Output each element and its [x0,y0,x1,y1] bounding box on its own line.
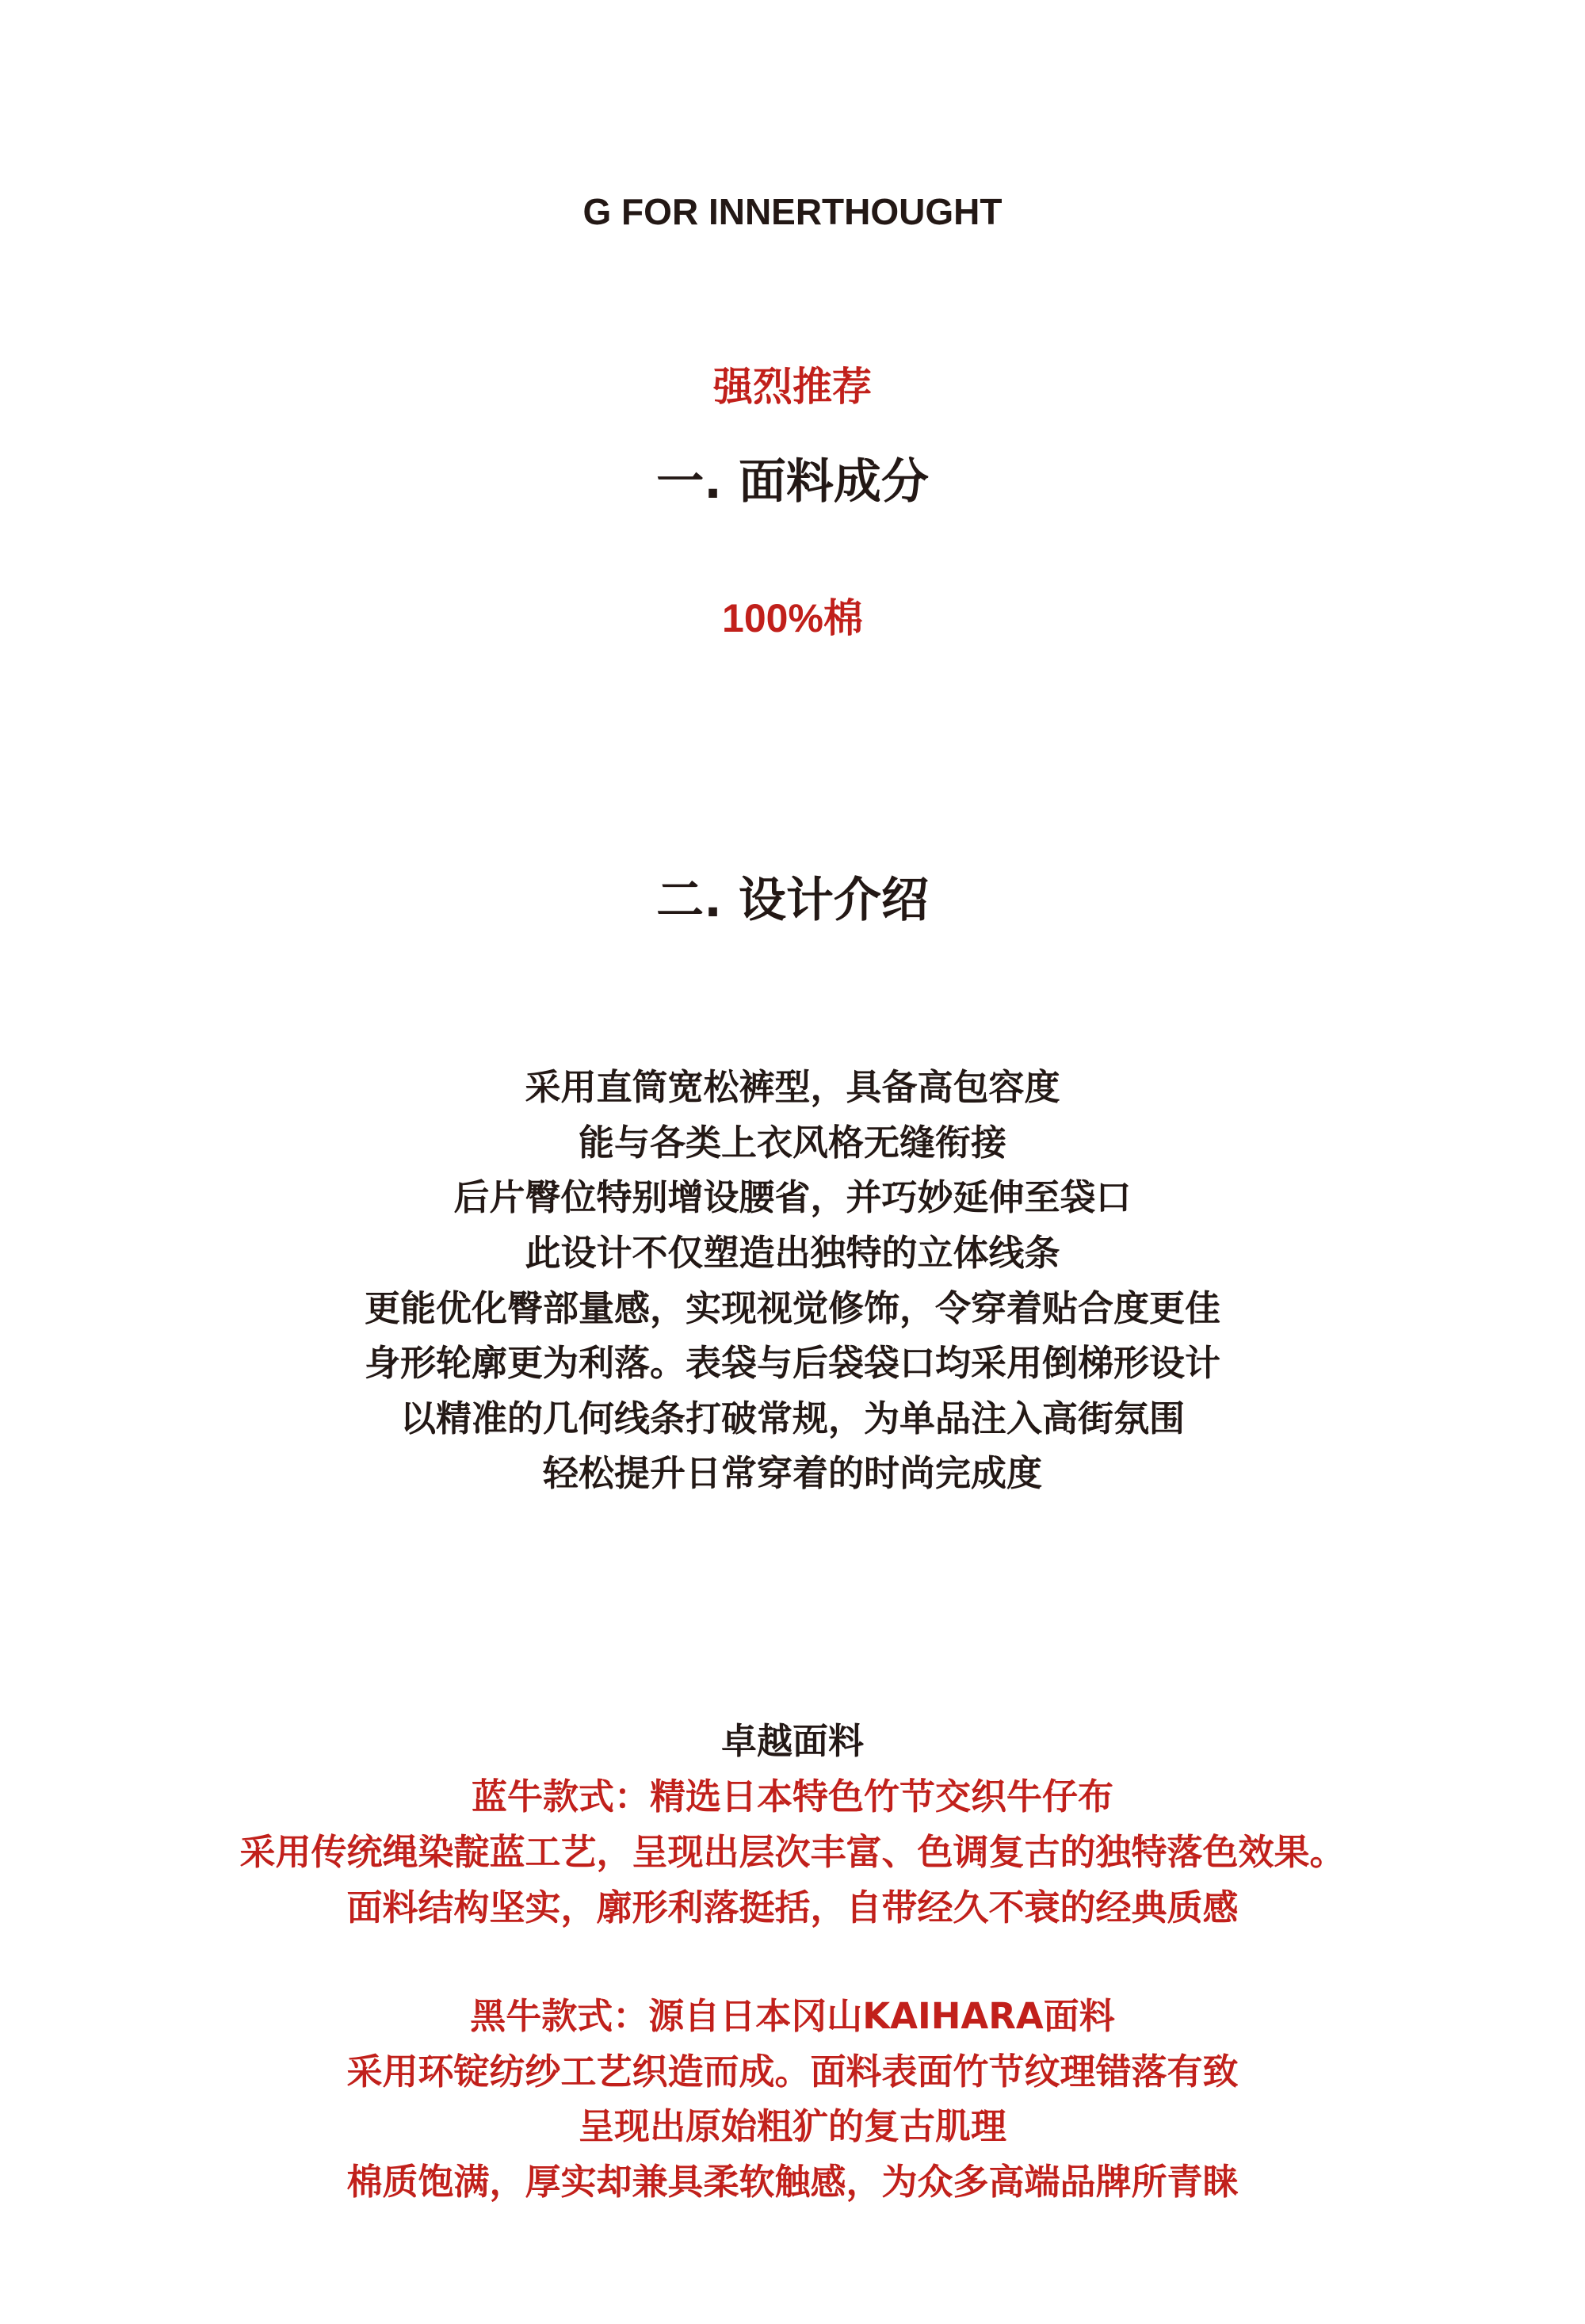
design-line: 身形轮廓更为利落。表袋与后袋袋口均采用倒梯形设计 [364,1342,1220,1384]
blue-denim-line: 采用传统绳染靛蓝工艺，呈现出层次丰富、色调复古的独特落色效果。 [239,1831,1346,1873]
section-fabric-composition-title: 一. 面料成分 [656,454,929,510]
black-denim-line: 呈现出原始粗犷的复古肌理 [578,2105,1006,2147]
section-design-intro-title: 二. 设计介绍 [656,873,929,928]
recommend-label: 强烈推荐 [713,364,872,410]
black-denim-line: 采用环锭纺纱工艺织造而成。面料表面竹节纹理错落有致 [346,2051,1239,2093]
design-line: 轻松提升日常穿着的时尚完成度 [542,1452,1042,1494]
blue-denim-line: 蓝牛款式：精选日本特色竹节交织牛仔布 [471,1775,1113,1818]
design-line: 更能优化臀部量感，实现视觉修饰，令穿着贴合度更佳 [364,1287,1220,1329]
design-line: 能与各类上衣风格无缝衔接 [578,1122,1006,1164]
blue-denim-line: 面料结构坚实，廓形利落挺括，自带经久不衰的经典质感 [346,1886,1239,1928]
design-line: 采用直筒宽松裤型，具备高包容度 [525,1066,1060,1108]
design-line: 后片臀位特别增设腰省，并巧妙延伸至袋口 [453,1176,1132,1218]
black-denim-line: 黑牛款式：源自日本冈山KAIHARA面料 [470,1995,1115,2037]
fabric-composition-value: 100%棉 [722,596,863,640]
design-line: 以精准的几何线条打破常规，为单品注入高街氛围 [399,1397,1185,1439]
black-denim-line: 棉质饱满，厚实却兼具柔软触感，为众多高端品牌所青睐 [346,2161,1239,2203]
design-line: 此设计不仅塑造出独特的立体线条 [525,1232,1060,1274]
fabric-section-title: 卓越面料 [720,1720,864,1762]
brand-title: G FOR INNERTHOUGHT [582,191,1003,232]
